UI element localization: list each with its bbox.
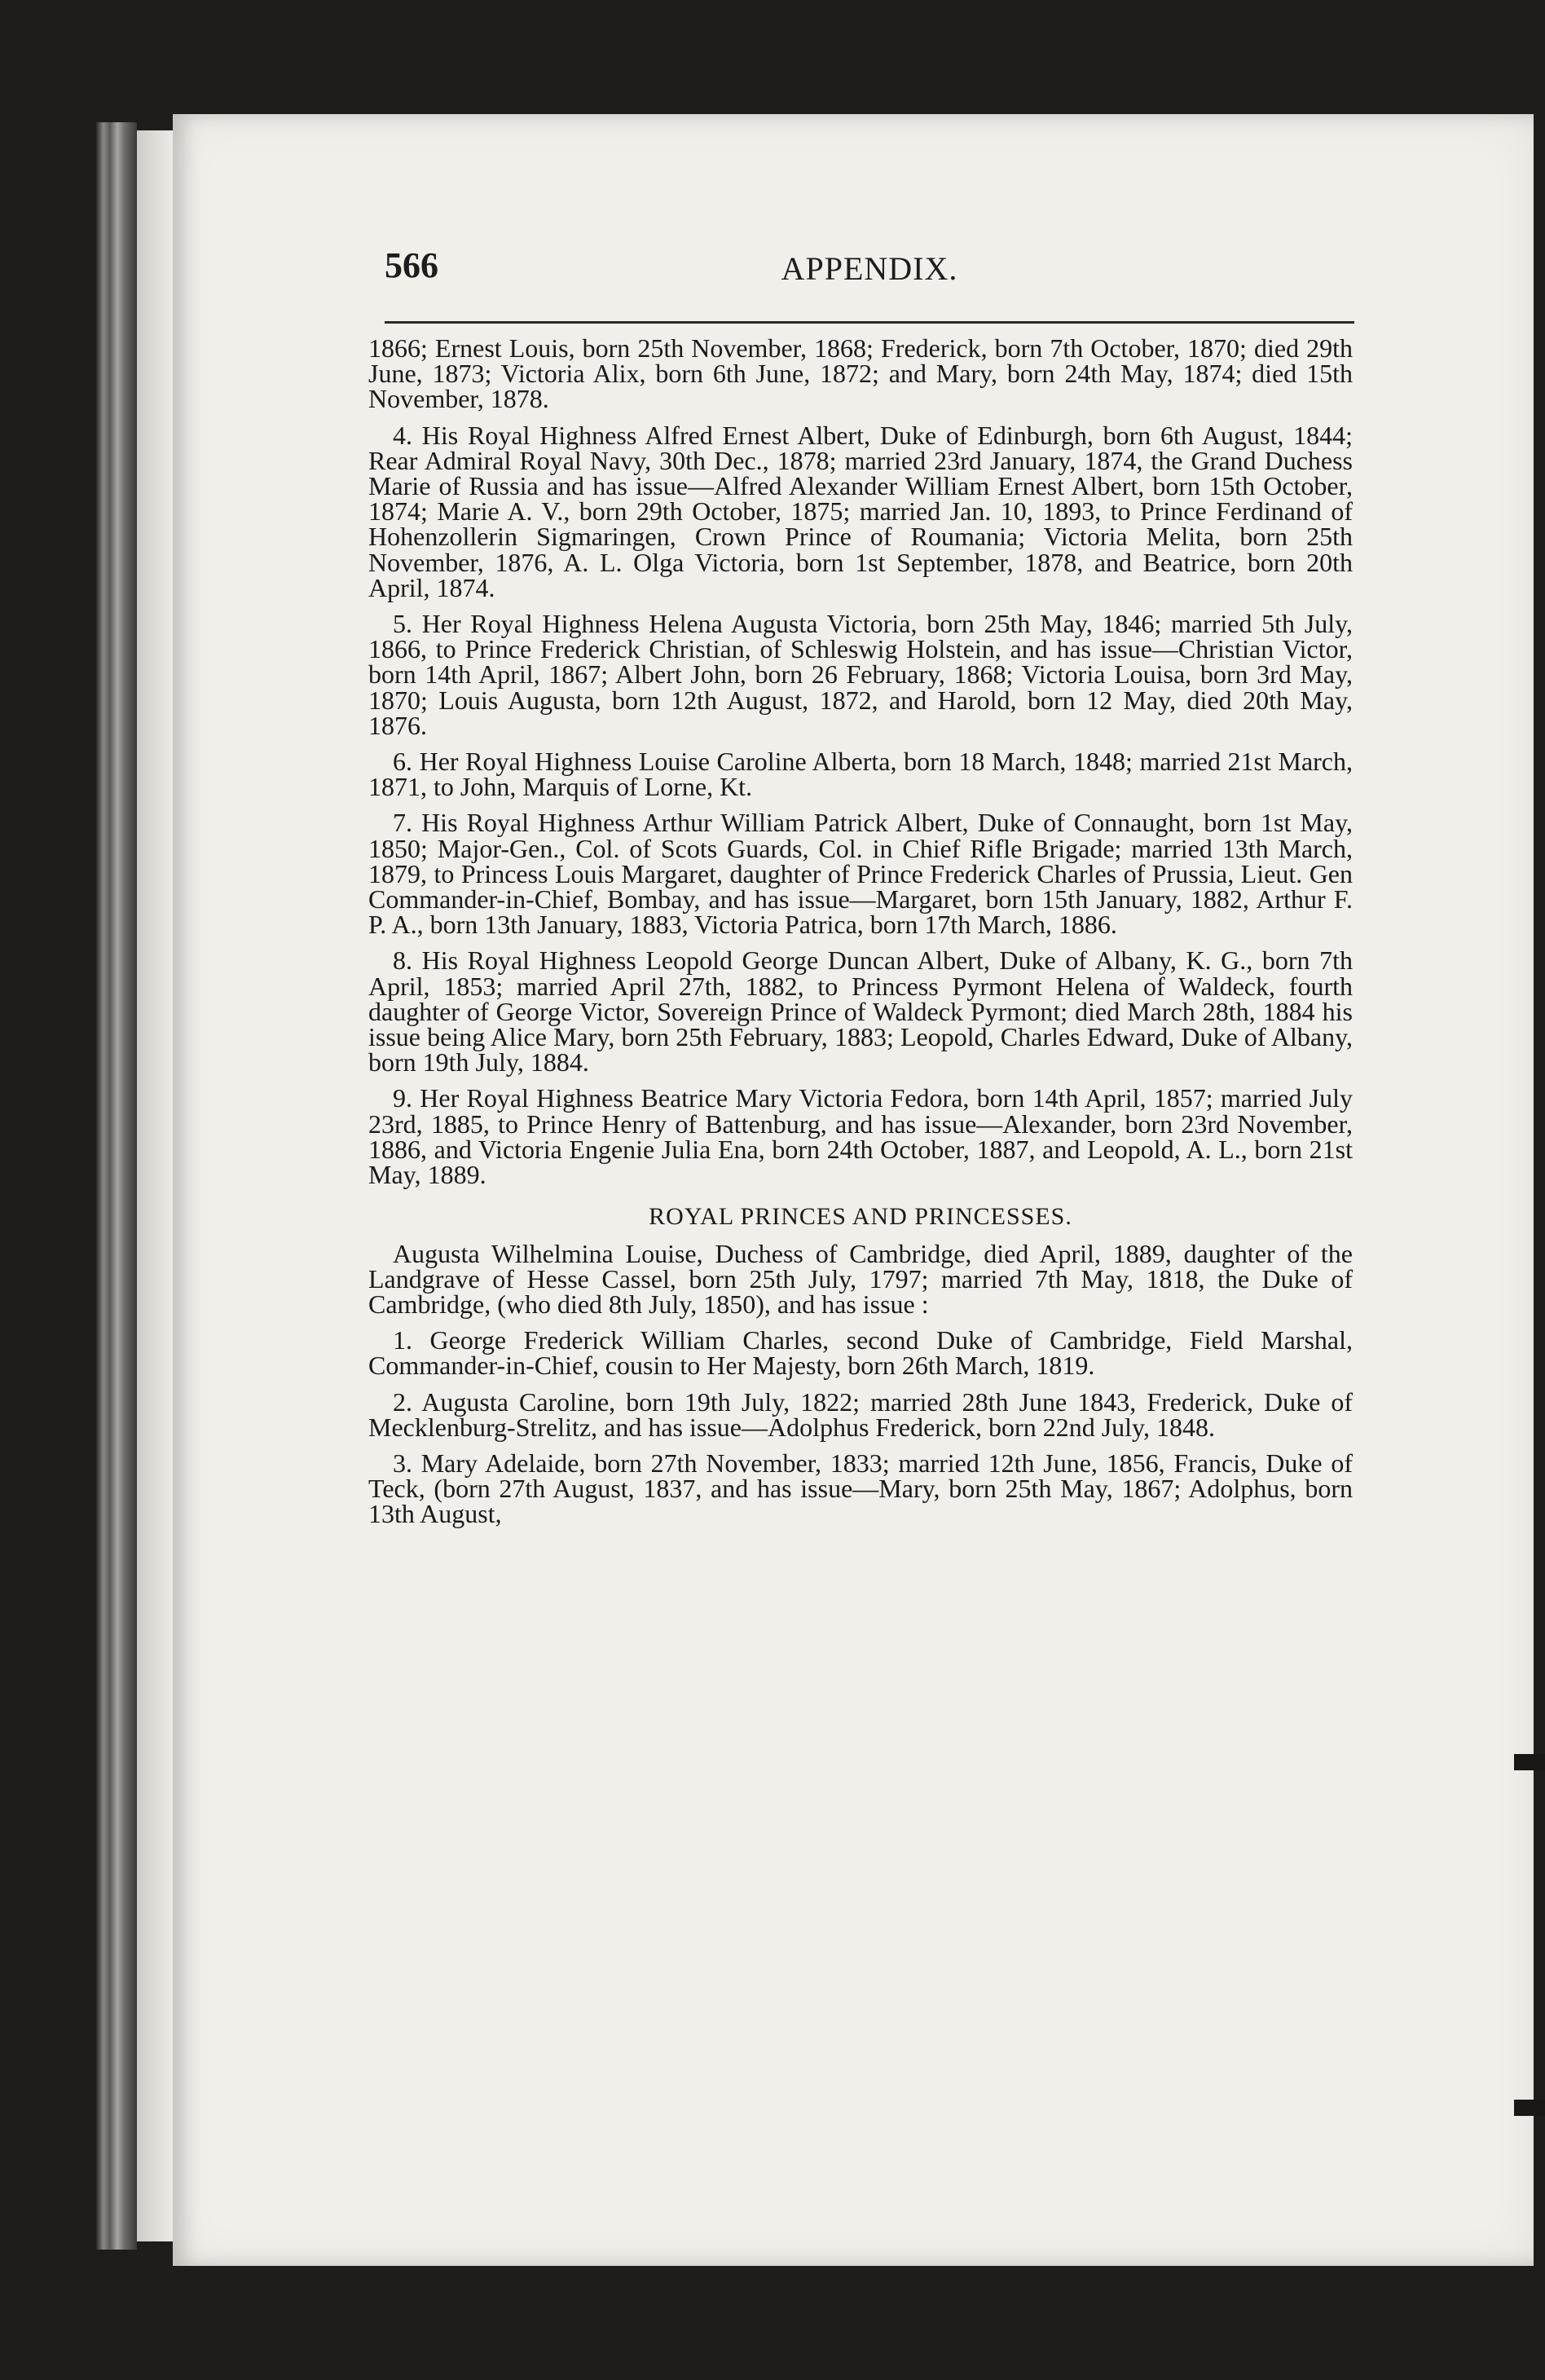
running-head: APPENDIX. [781,250,958,287]
entry-5-princess-helena: 5. Her Royal Highness Helena Augusta Victoria, born 25th May, 1846; married 5th July, 1866, to Prince Frederick Christian, of Schleswig Holstein, and has issue—Christian Victor, born 14th April, 1867; Albert John, born 26 February, 1868; Victoria Louisa, born 3rd May, 1870; Louis Augusta, born 12th August, 1872, and Harold, born 12 May, died 20th May, 1876. [368,609,1353,740]
entry-4-duke-of-edinburgh: 4. His Royal Highness Alfred Ernest Albert, Duke of Edinburgh, born 6th August, 1844; Rear Admiral Royal Navy, 30th Dec., 1878; married 23rd January, 1874, the Grand Duchess Marie of Russia and has issue—Alfred Alexander William Ernest Albert, born 15th October, 1874; Marie A. V., born 29th October, 1875; married Jan. 10, 1893, to Prince Ferdinand of Hohenzollerin Sigmaringen, Crown Prince of Roumania; Victoria Melita, born 25th November, 1876, A. L. Olga Victoria, born 1st September, 1878, and Beatrice, born 20th April, 1874. [368,420,1353,602]
book-binding-edge [96,122,137,2250]
page-body [368,333,1353,1529]
page-number: 566 [385,245,438,285]
entry-3-mary-adelaide: 3. Mary Adelaide, born 27th November, 1833; married 12th June, 1856, Francis, Duke of Teck, (born 27th August, 1837, and has issue—Mary, born 25th May, 1867; Adolphus, born 13th August, [368,1448,1353,1529]
entry-9-princess-beatrice: 9. Her Royal Highness Beatrice Mary Victoria Fedora, born 14th April, 1857; married July 23rd, 1885, to Prince Henry of Battenburg, and has issue—Alexander, born 23rd November, 1886, and Victoria Engenie Julia Ena, born 24th October, 1887, and Leopold, A. L., born 21st May, 1889. [368,1083,1353,1190]
entry-2-augusta-caroline: 2. Augusta Caroline, born 19th July, 1822; married 28th June 1843, Frederick, Duke of Mecklenburg-Strelitz, and has issue—Adolphus Frederick, born 22nd July, 1848. [368,1386,1353,1442]
header-rule [385,321,1354,324]
entry-1-duke-of-cambridge: 1. George Frederick William Charles, second Duke of Cambridge, Field Marshal, Commander-in-Chief, cousin to Her Majesty, born 26th March, 1819. [368,1325,1353,1381]
paragraph-continuation: 1866; Ernest Louis, born 25th November, 1868; Frederick, born 7th October, 1870; died 29th June, 1873; Victoria Alix, born 6th June, 1872; and Mary, born 24th May, 1874; died 15th November, 1878. [368,333,1353,414]
entry-duchess-of-cambridge: Augusta Wilhelmina Louise, Duchess of Cambridge, died April, 1889, daughter of the Landgrave of Hesse Cassel, born 25th July, 1797; married 7th May, 1818, the Duke of Cambridge, (who died 8th July, 1850), and has issue : [368,1238,1353,1319]
page-header [385,245,1354,293]
page-clip-mark [1514,1754,1545,1770]
entry-7-duke-of-connaught: 7. His Royal Highness Arthur William Patrick Albert, Duke of Connaught, born 1st May, 1850; Major-Gen., Col. of Scots Guards, Col. in Chief Rifle Brigade; married 13th March, 1879, to Princess Louis Margaret, daughter of Prince Frederick Charles of Prussia, Lieut. Gen Commander-in-Chief, Bombay, and has issue—Margaret, born 15th January, 1882, Arthur F. P. A., born 13th January, 1883, Victoria Patrica, born 17th March, 1886. [368,808,1353,940]
section-heading: ROYAL PRINCES AND PRINCESSES. [649,1203,1072,1231]
page-clip-mark [1514,2100,1545,2116]
page-gutter [137,130,178,2241]
entry-6-princess-louise: 6. Her Royal Highness Louise Caroline Alberta, born 18 March, 1848; married 21st March, 1871, to John, Marquis of Lorne, Kt. [368,747,1353,802]
entry-8-duke-of-albany: 8. His Royal Highness Leopold George Duncan Albert, Duke of Albany, K. G., born 7th April, 1853; married April 27th, 1882, to Princess Pyrmont Helena of Waldeck, fourth daughter of George Victor, Sovereign Prince of Waldeck Pyrmont; died March 28th, 1884 his issue being Alice Mary, born 25th February, 1883; Leopold, Charles Edward, Duke of Albany, born 19th July, 1884. [368,945,1353,1078]
